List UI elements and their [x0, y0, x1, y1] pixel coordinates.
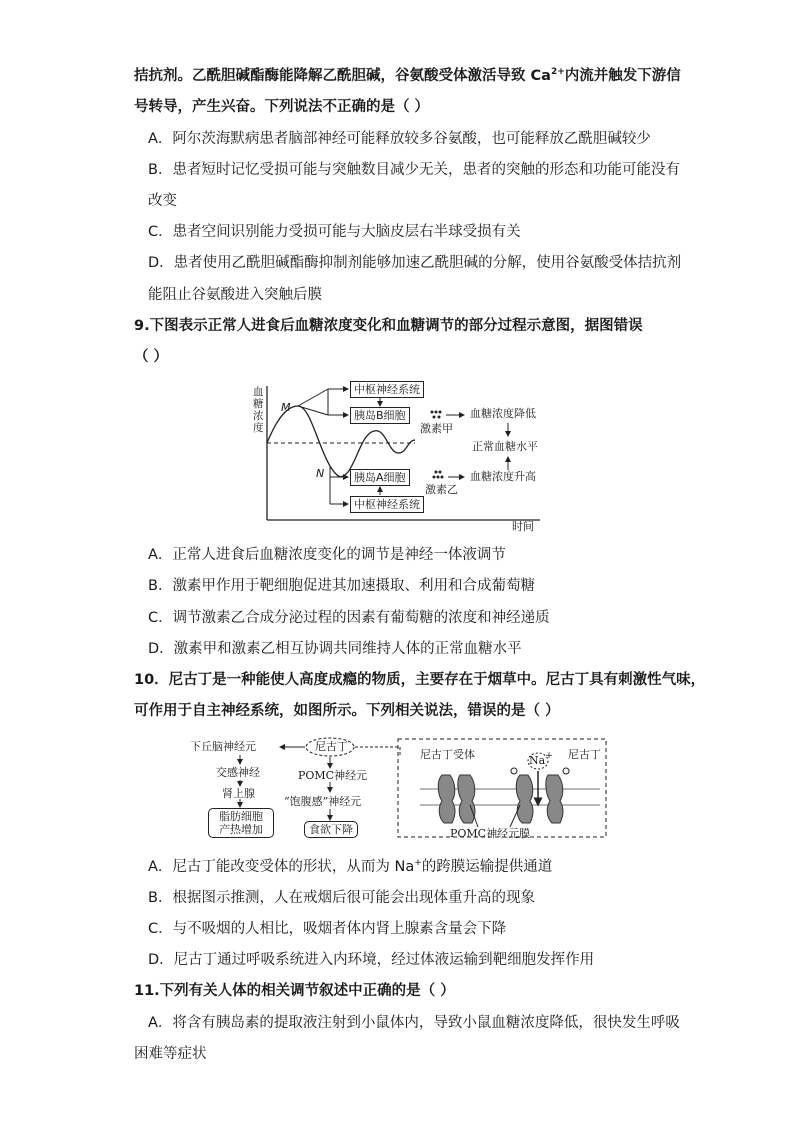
- q10-option-b: B．根据图示推测，人在戒烟后很可能会出现体重升高的现象: [148, 890, 535, 906]
- nicotine-right-label: 尼古丁: [568, 748, 601, 761]
- q8-stem-line1: 拮抗剂。乙酰胆碱酯酶能降解乙酰胆碱，谷氨酸受体激活导致 $Ca^{2+}$内流并触发下游信: [134, 67, 681, 84]
- hypothalamus-neuron-label: 下丘脑神经元: [190, 740, 256, 753]
- appetite-decrease-box: 食欲下降: [304, 821, 358, 838]
- cns-box-top: 中枢神经系统: [350, 381, 424, 398]
- q11-stem: 11.下列有关人体的相关调节叙述中正确的是（ ）: [134, 983, 455, 999]
- q11-option-a-line1: A．将含有胰岛素的提取液注射到小鼠体内，导致小鼠血糖浓度降低，很快发生呼吸: [148, 1015, 680, 1031]
- pomc-neuron-label: POMC神经元: [298, 769, 368, 782]
- alpha-cell-box: 胰岛A细胞: [350, 469, 410, 486]
- q8-option-d-line1: D．患者使用乙酰胆碱酯酶抑制剂能够加速乙酰胆碱的分解，使用谷氨酸受体拮抗剂: [148, 255, 682, 271]
- nicotine-receptor-label: 尼古丁受体: [420, 748, 475, 761]
- point-m-label: M: [281, 401, 291, 414]
- x-axis-label: 时间: [512, 520, 534, 533]
- q10-option-a: A．尼古丁能改变受体的形状，从而为 Na+的跨膜运输提供通道: [148, 858, 553, 875]
- cns-box-bottom: 中枢神经系统: [350, 496, 424, 513]
- q9-stem-line2: （ ）: [134, 349, 169, 365]
- q10-stem-line1: 10．尼古丁是一种能使人高度成瘾的物质，主要存在于烟草中。尼古丁具有刺激性气味，: [134, 672, 706, 688]
- glucose-increase-label: 血糖浓度升高: [470, 470, 536, 483]
- q9-option-b: B．激素甲作用于靶细胞促进其加速摄取、利用和合成葡萄糖: [148, 578, 535, 594]
- q9-option-d: D．激素甲和激素乙相互协调共同维持人体的正常血糖水平: [148, 641, 522, 657]
- pomc-membrane-label: POMC神经元膜: [450, 827, 531, 840]
- q9-stem-line1: 9.下图表示正常人进食后血糖浓度变化和血糖调节的部分过程示意图，据图错误: [134, 318, 643, 334]
- q8-option-a: A．阿尔茨海默病患者脑部神经可能释放较多谷氨酸，也可能释放乙酰胆碱较少: [148, 131, 651, 147]
- q8-option-c: C．患者空间识别能力受损可能与大脑皮层右半球受损有关: [148, 224, 521, 240]
- q8-option-b-line2: 改变: [148, 193, 177, 209]
- satiety-neuron-label: “饱腹感”神经元: [284, 795, 362, 808]
- q11-option-a-line2: 困难等症状: [134, 1046, 207, 1062]
- receptor-right: [516, 775, 533, 823]
- q8-option-b-line1: B．患者短时记忆受损可能与突触数目减少无关，患者的突触的形态和功能可能没有: [148, 162, 680, 178]
- hormone-a-label: 激素甲: [420, 422, 453, 435]
- q10-option-c: C．与不吸烟的人相比，吸烟者体内肾上腺素含量会下降: [148, 921, 507, 937]
- na-ion-label: Na+: [529, 751, 553, 767]
- q9-option-c: C．调节激素乙合成分泌过程的因素有葡萄糖的浓度和神经递质: [148, 610, 550, 626]
- blood-glucose-figure: [250, 376, 550, 534]
- sympathetic-nerve-label: 交感神经: [216, 766, 260, 779]
- nicotine-label: 尼古丁: [315, 740, 348, 753]
- nicotine-figure: [180, 735, 610, 845]
- q9-option-a: A．正常人进食后血糖浓度变化的调节是神经一体液调节: [148, 547, 506, 563]
- q10-stem-line2: 可作用于自主神经系统，如图所示。下列相关说法，错误的是（ ）: [134, 703, 560, 719]
- receptor-left: [438, 775, 455, 823]
- q8-option-d-line2: 能阻止谷氨酸进入突触后膜: [148, 287, 322, 303]
- fat-cell-box: 脂肪细胞 产热增加: [208, 808, 274, 838]
- y-axis-label: 血糖浓度: [253, 386, 264, 434]
- beta-cell-box: 胰岛B细胞: [350, 407, 410, 424]
- q10-option-d: D．尼古丁通过呼吸系统进入内环境，经过体液运输到靶细胞发挥作用: [148, 952, 595, 968]
- hormone-b-label: 激素乙: [425, 483, 458, 496]
- adrenal-label: 肾上腺: [222, 787, 255, 800]
- q8-stem-line2: 号转导，产生兴奋。下列说法不正确的是（ ）: [134, 99, 430, 115]
- point-n-label: N: [316, 467, 325, 480]
- normal-glucose-label: 正常血糖水平: [472, 440, 538, 453]
- glucose-decrease-label: 血糖浓度降低: [470, 407, 536, 420]
